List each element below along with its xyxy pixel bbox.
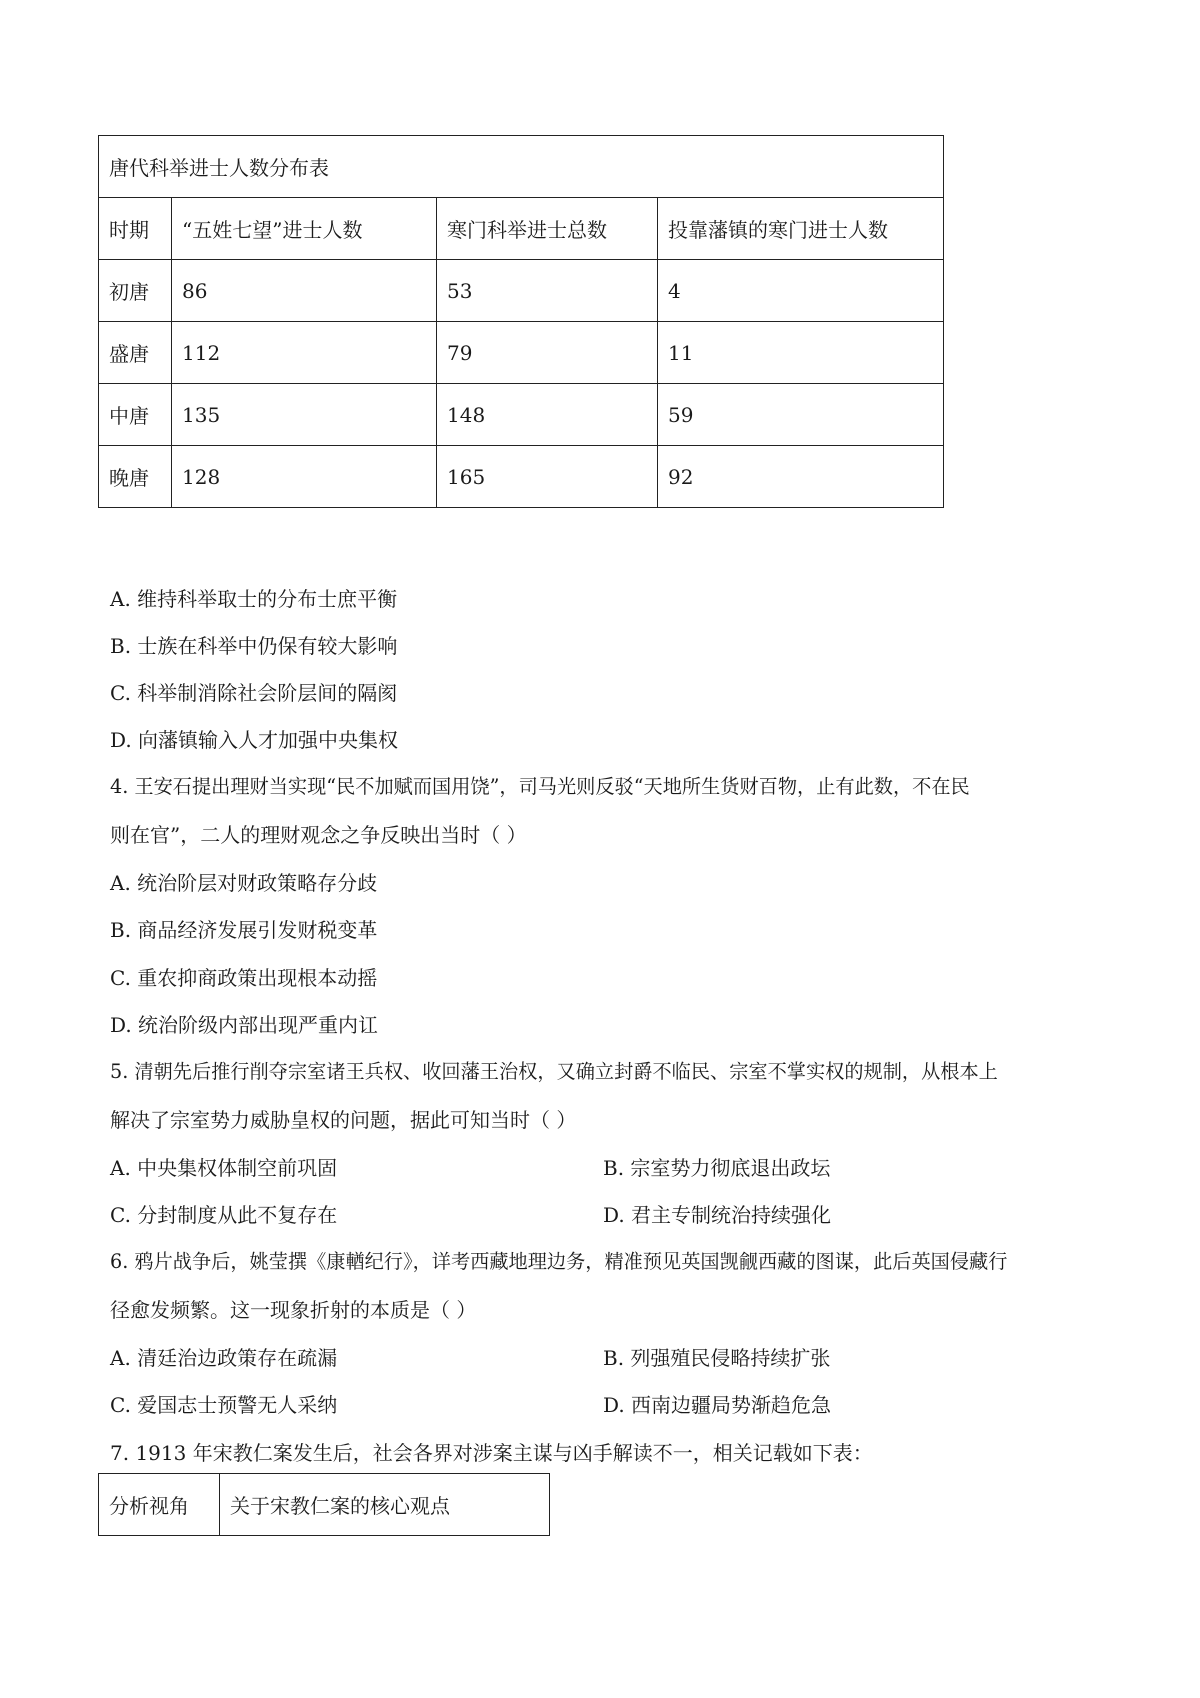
table-header-row xyxy=(99,198,944,260)
table-row xyxy=(99,322,944,384)
q6-stem-line2: 径愈发频繁。这一现象折射的本质是（ ） xyxy=(110,1298,477,1322)
header-commoner-fanzhen: 投靠藩镇的寒门进士人数 xyxy=(658,198,944,260)
q6-option-d: D. 西南边疆局势渐趋危急 xyxy=(603,1393,832,1417)
table-row xyxy=(99,260,944,322)
q6-option-c: C. 爱国志士预警无人采纳 xyxy=(110,1393,338,1417)
q5-option-d: D. 君主专制统治持续强化 xyxy=(603,1203,832,1227)
q5-option-a: A. 中央集权体制空前巩固 xyxy=(110,1156,338,1180)
table-cell: 92 xyxy=(658,446,944,508)
table-title: 唐代科举进士人数分布表 xyxy=(99,136,944,198)
q7-stem: 7. 1913 年宋教仁案发生后，社会各界对涉案主谋与凶手解读不一，相关记载如下表： xyxy=(110,1441,873,1465)
q6-option-b: B. 列强殖民侵略持续扩张 xyxy=(603,1346,831,1370)
table-row xyxy=(99,384,944,446)
q4-option-c: C. 重农抑商政策出现根本动摇 xyxy=(110,966,378,990)
header-commoner-jinshi: 寒门科举进士总数 xyxy=(437,198,658,260)
q6-stem-line1: 6. 鸦片战争后，姚莹撰《康輶纪行》，详考西藏地理边务，精准预见英国觊觎西藏的图谋，此后英国侵藏行 xyxy=(110,1250,1008,1273)
q4-option-a: A. 统治阶层对财政策略存分歧 xyxy=(110,871,378,895)
table-cell: 11 xyxy=(658,322,944,384)
table-cell: 128 xyxy=(172,446,437,508)
table-cell: 86 xyxy=(172,260,437,322)
table-cell: 中唐 xyxy=(99,384,172,446)
table-cell: 112 xyxy=(172,322,437,384)
header-period: 时期 xyxy=(99,198,172,260)
table-cell: 盛唐 xyxy=(99,322,172,384)
header-core-view: 关于宋教仁案的核心观点 xyxy=(220,1474,550,1536)
table-header-row xyxy=(99,1474,550,1536)
q5-stem-line1: 5. 清朝先后推行削夺宗室诸王兵权、收回藩王治权，又确立封爵不临民、宗室不掌实权的规制，从根本上 xyxy=(110,1060,998,1083)
q3-option-a: A. 维持科举取士的分布士庶平衡 xyxy=(110,587,398,611)
q4-stem-line2: 则在官”，二人的理财观念之争反映出当时（ ） xyxy=(110,823,527,847)
table-row xyxy=(99,446,944,508)
table-cell: 148 xyxy=(437,384,658,446)
table-cell: 53 xyxy=(437,260,658,322)
table-cell: 4 xyxy=(658,260,944,322)
table-cell: 初唐 xyxy=(99,260,172,322)
table-cell: 晚唐 xyxy=(99,446,172,508)
table-cell: 59 xyxy=(658,384,944,446)
jinshi-distribution-table xyxy=(98,135,944,508)
table-cell: 79 xyxy=(437,322,658,384)
q3-option-b: B. 士族在科举中仍保有较大影响 xyxy=(110,634,398,658)
q4-stem-line1: 4. 王安石提出理财当实现“民不加赋而国用饶”，司马光则反驳“天地所生货财百物，止有此数，不在民 xyxy=(110,775,970,798)
q6-option-a: A. 清廷治边政策存在疏漏 xyxy=(110,1346,338,1370)
song-case-table xyxy=(98,1473,550,1536)
q5-option-b: B. 宗室势力彻底退出政坛 xyxy=(603,1156,831,1180)
table-cell: 135 xyxy=(172,384,437,446)
q4-option-b: B. 商品经济发展引发财税变革 xyxy=(110,918,378,942)
q3-option-c: C. 科举制消除社会阶层间的隔阂 xyxy=(110,681,398,705)
header-aristocrat-jinshi: “五姓七望”进士人数 xyxy=(172,198,437,260)
table-cell: 165 xyxy=(437,446,658,508)
header-perspective: 分析视角 xyxy=(99,1474,220,1536)
q5-stem-line2: 解决了宗室势力威胁皇权的问题，据此可知当时（ ） xyxy=(110,1108,577,1132)
q4-option-d: D. 统治阶级内部出现严重内讧 xyxy=(110,1013,379,1037)
q3-option-d: D. 向藩镇输入人才加强中央集权 xyxy=(110,728,399,752)
q5-option-c: C. 分封制度从此不复存在 xyxy=(110,1203,338,1227)
